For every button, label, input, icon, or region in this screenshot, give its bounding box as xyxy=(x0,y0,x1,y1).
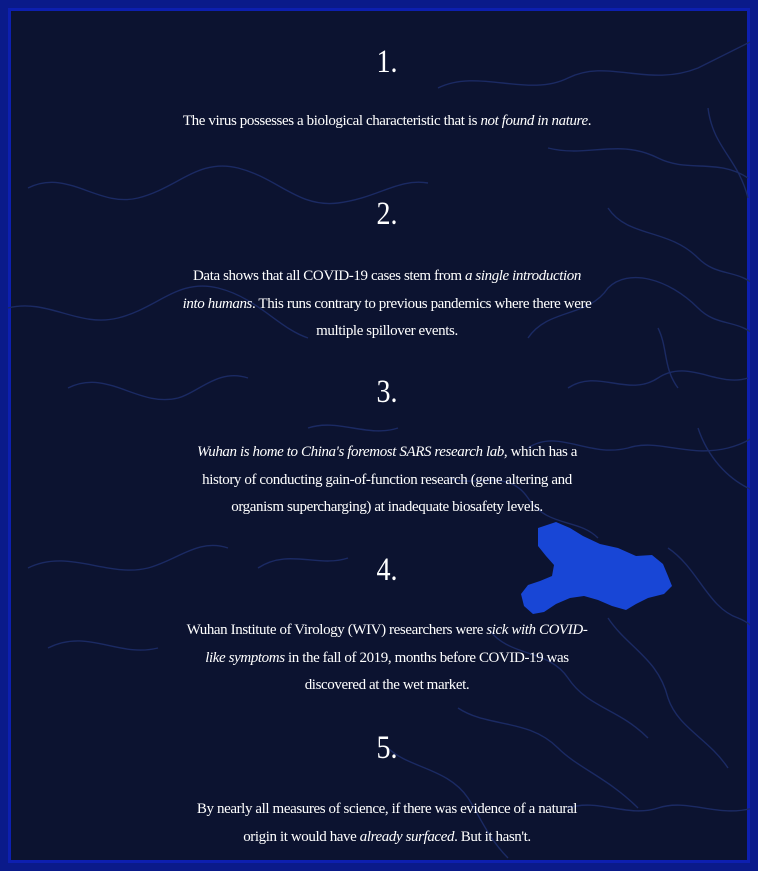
point-4-number: 4. xyxy=(376,552,398,588)
point-2-text: Data shows that all COVID-19 cases stem from a single introduction into humans. This runs contrary to previous pandemics where there were multiple spillover events. xyxy=(182,268,592,339)
point-5-number: 5. xyxy=(376,730,398,766)
key-points xyxy=(8,8,758,871)
point-2 xyxy=(8,196,758,346)
point-5 xyxy=(8,730,758,851)
point-4 xyxy=(8,552,758,700)
point-2-number: 2. xyxy=(376,196,398,232)
point-3-number: 3. xyxy=(376,374,398,410)
point-3 xyxy=(8,374,758,522)
point-5-text: By nearly all measures of science, if there was evidence of a natural origin it would have already surfaced. But it hasn't. xyxy=(196,801,578,845)
point-1 xyxy=(8,44,758,136)
point-3-text: Wuhan is home to China's foremost SARS research lab, which has a history of conducting gain-of-function research (gene altering and organism supercharging) at inadequate biosafety levels. xyxy=(196,444,578,515)
point-1-number: 1. xyxy=(376,44,398,80)
point-1-text: The virus possesses a biological characteristic that is not found in nature. xyxy=(182,113,592,129)
point-4-text: Wuhan Institute of Virology (WIV) researchers were sick with COVID-like symptoms in the fall of 2019, months before COVID-19 was discovered at the wet market. xyxy=(186,622,588,693)
